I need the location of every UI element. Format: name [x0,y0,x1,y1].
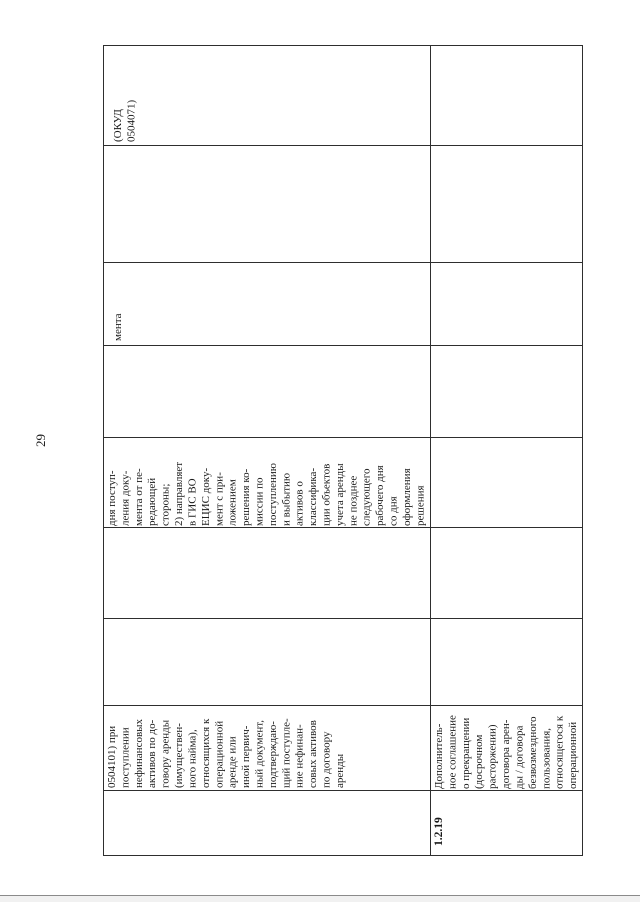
table-cell-source-document [104,706,430,790]
source-document-text-1-2-19: Дополнитель- ное соглашение о прекращении (досрочном расторжении) договора арен- ды / договора безвозмездного пользования, относящегося к операционной [433,715,580,789]
table-column-divider [103,618,583,619]
document-fragment-text: мента [112,313,124,341]
page-number [32,419,50,447]
row-number-text: 1.2.19 [433,817,445,846]
okud-code-text: (ОКУД 0504071) [112,99,138,142]
table-column-divider [103,345,583,346]
table-cell-source-document-1-2-19 [431,706,583,790]
table-column-divider [103,145,583,146]
scan-edge-line [0,895,640,902]
page-number-text: 29 [33,434,48,447]
source-document-text: 0504101) при поступлении нефинансовых активов по до- говору аренды (имуществен- ного найма), относящихся к операционной аренде или иной первич- ный документ, подтверждаю- щий поступле- ние нефинан- совых активов по договору аренды [106,718,346,788]
table-cell-document-fragment [104,263,430,345]
table-cell-row-number [431,791,583,856]
table-column-divider [103,527,583,528]
table-cell-okud [104,46,430,145]
table-cell-actions [104,438,430,527]
actions-text: дня поступ- ления доку- мента от пе- редающей стороны; 2) направляет в ГИС ВО ЕЦИС доку- мент с при- ложением решения ко- миссии по поступлению и выбытию активов о классифика- ции объектов учета аренды не позднее следующего рабочего дня со дня оформления решения [106,461,427,526]
